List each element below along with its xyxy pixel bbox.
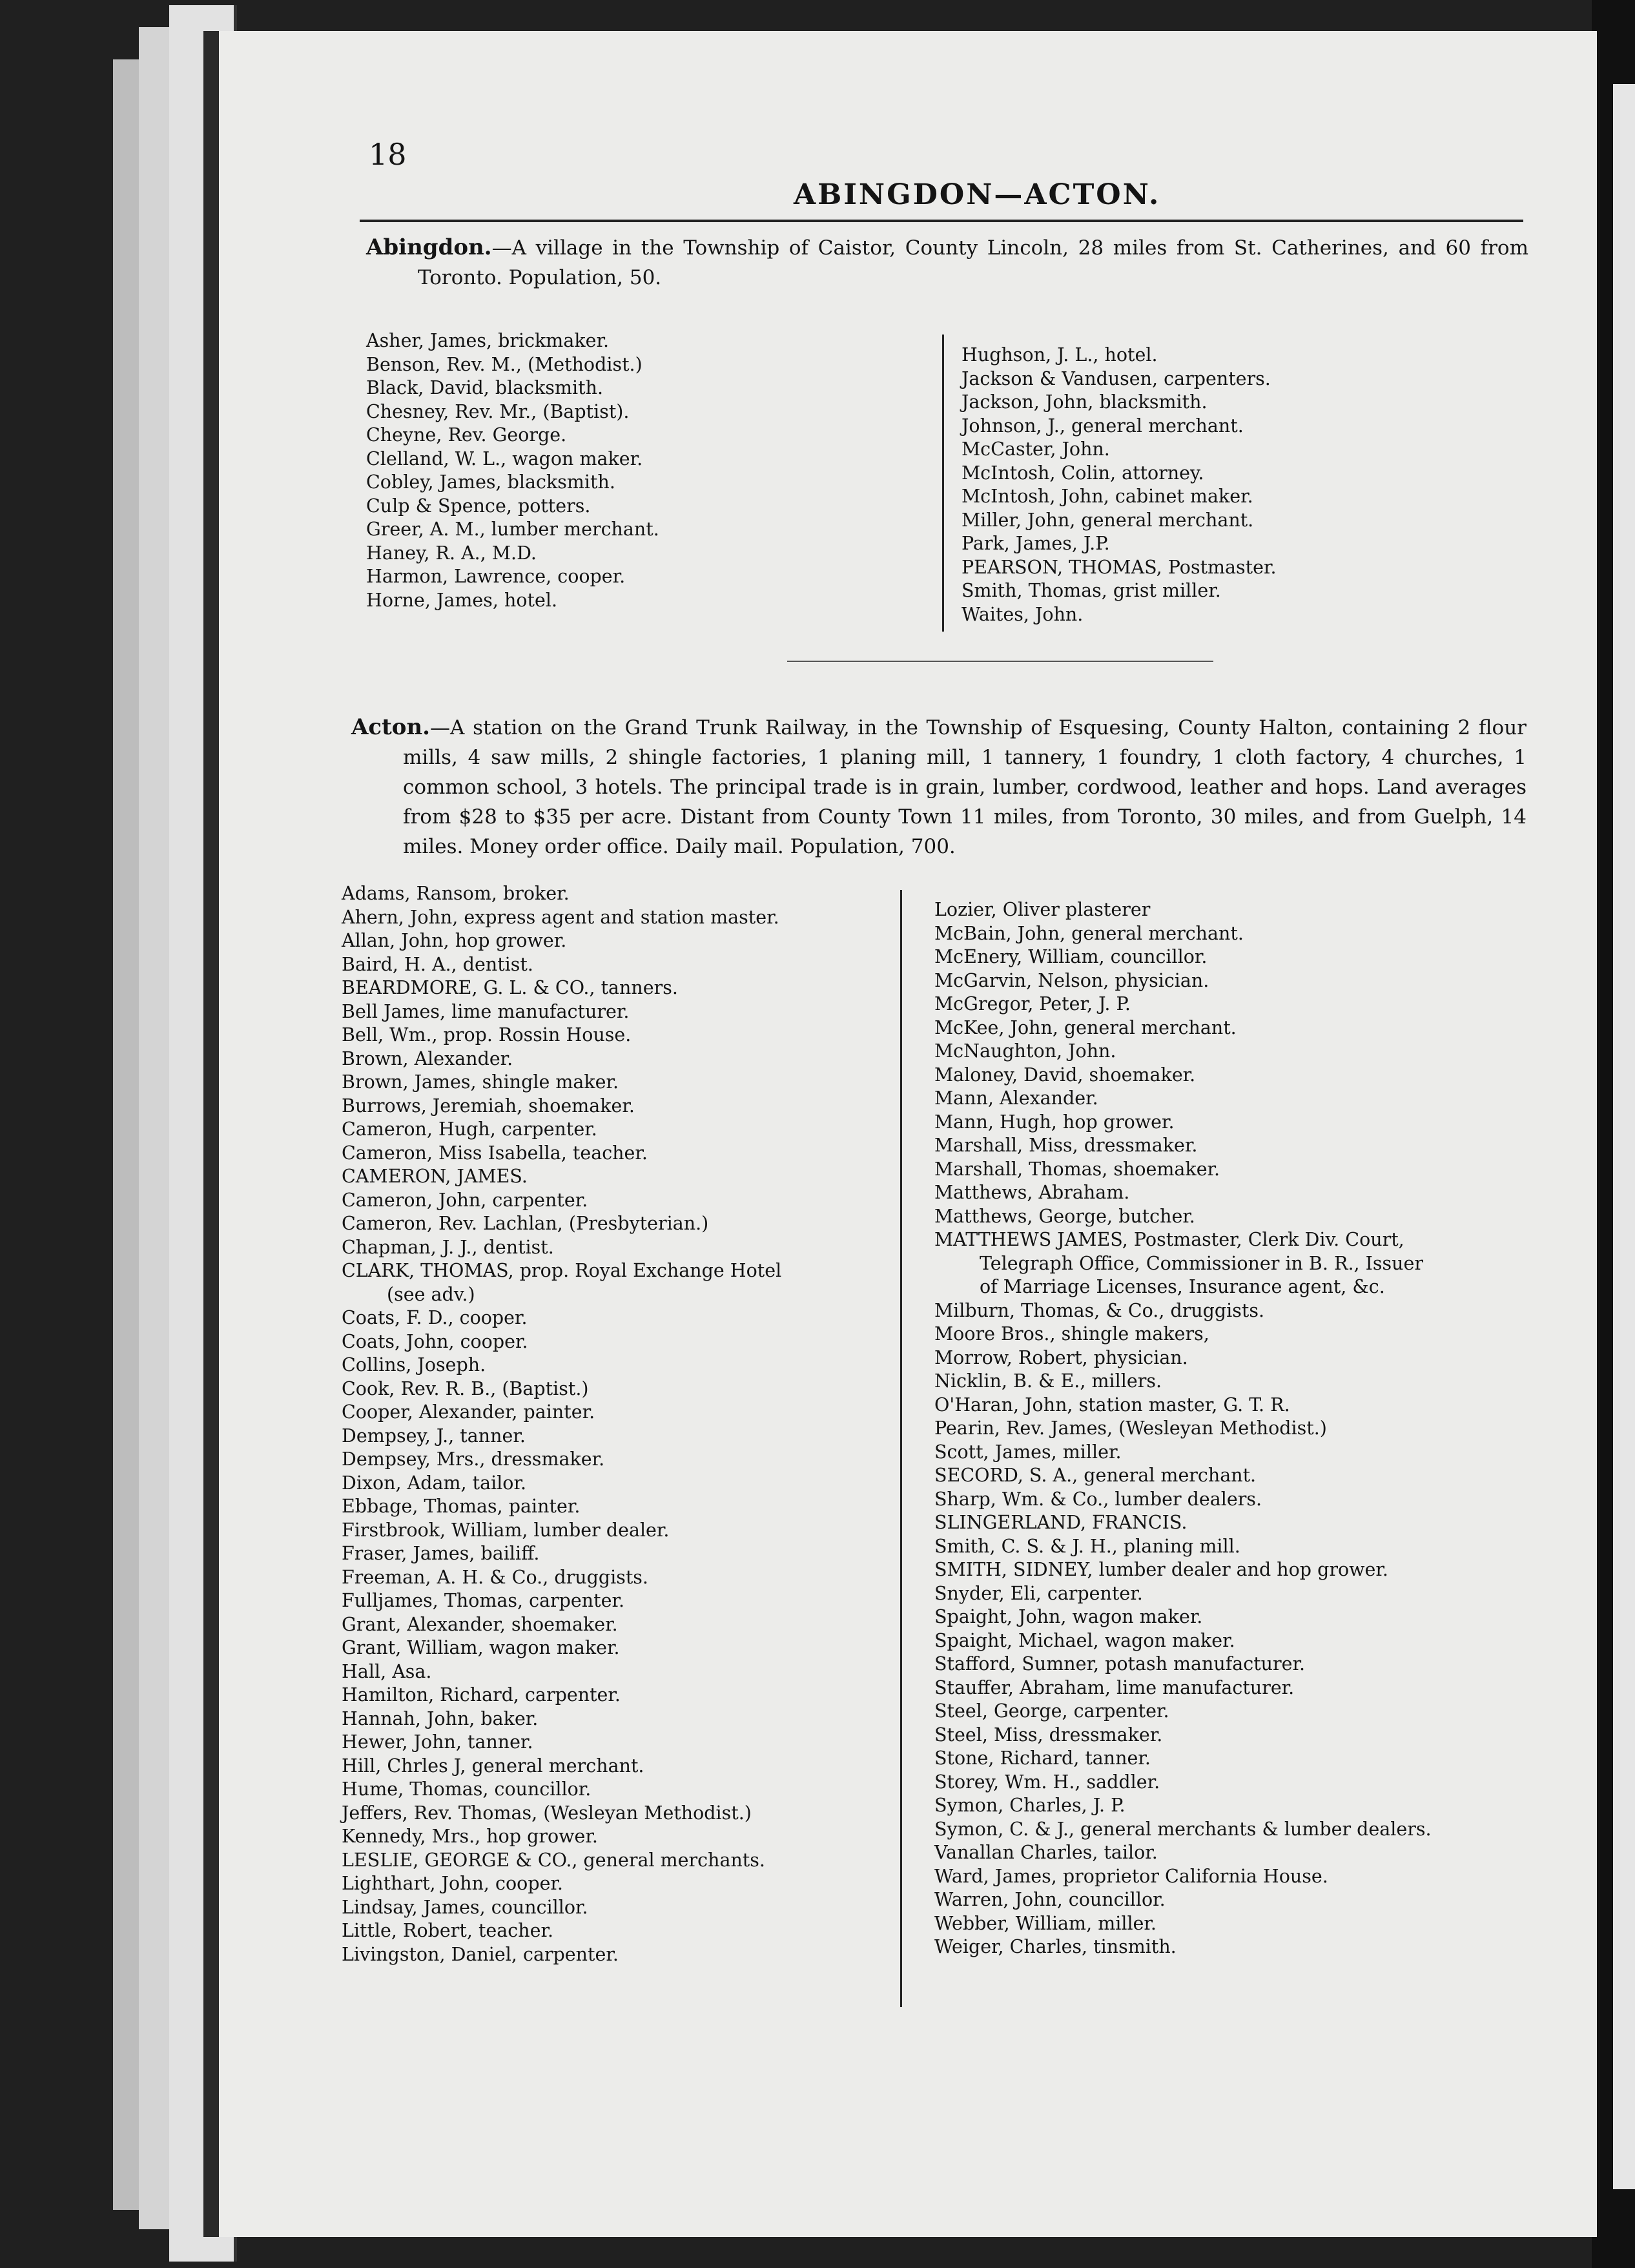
directory-entry: Allan, John, hop grower. [342,930,567,951]
header-rule [360,220,1523,222]
directory-entry: Chapman, J. J., dentist. [342,1236,554,1258]
directory-page [203,31,1597,2237]
directory-entry: Ahern, John, express agent and station master. [342,906,779,928]
directory-entry: Vanallan Charles, tailor. [934,1842,1158,1863]
directory-entry: CAMERON, JAMES. [342,1166,528,1187]
place-name: Acton. [351,714,431,740]
directory-entry: Telegraph Office, Commissioner in B. R., Issuer [980,1252,1423,1274]
directory-entry: Hall, Asa. [342,1660,432,1682]
directory-entry: Fraser, James, bailiff. [342,1543,540,1564]
directory-entry: McEnery, William, councillor. [934,946,1208,967]
directory-entry: SECORD, S. A., general merchant. [934,1465,1257,1486]
acton-right-column [934,898,1432,1959]
directory-entry: Hamilton, Richard, carpenter. [342,1684,621,1706]
directory-entry: Culp & Spence, potters. [366,495,591,517]
directory-entry: Storey, Wm. H., saddler. [934,1771,1160,1793]
place-description: —A station on the Grand Trunk Railway, in the Township of Esquesing, County Halton, containing 2 flour mills, 4 saw mills, 2 shingle factories, 1 planing mill, 1 tannery, 1 foundry, 1 cloth factory, 4 churches, 1 common school, 3 hotels. The principal trade is in grain, lumber, cordwood, leather and hops. Land averages from $28 to $35 per acre. Distant from County Town 11 miles, from Toronto, 30 miles, and from Guelph, 14 miles. Money order office. Daily mail. Population, 700. [403,716,1527,858]
directory-entry: McCaster, John. [961,438,1110,460]
directory-entry: McNaughton, John. [934,1040,1116,1062]
directory-entry: Greer, A. M., lumber merchant. [366,519,659,540]
directory-entry: Jackson & Vandusen, carpenters. [961,367,1271,389]
directory-entry: Hewer, John, tanner. [342,1731,533,1753]
directory-entry: Waites, John. [961,603,1084,625]
directory-entry: Nicklin, B. & E., millers. [934,1370,1162,1392]
directory-entry: Cheyne, Rev. George. [366,424,567,446]
directory-entry: Grant, Alexander, shoemaker. [342,1613,618,1635]
directory-entry: Mann, Hugh, hop grower. [934,1111,1175,1133]
abingdon-left-column [366,329,659,612]
directory-entry: Coats, F. D., cooper. [342,1307,528,1328]
abingdon-description [366,232,1528,293]
section-separator [787,661,1213,662]
acton-left-column [342,882,781,1966]
directory-entry: Lozier, Oliver plasterer [934,899,1151,920]
directory-entry: Scott, James, miller. [934,1441,1122,1463]
directory-entry: of Marriage Licenses, Insurance agent, &c. [980,1276,1385,1297]
directory-entry: O'Haran, John, station master, G. T. R. [934,1394,1290,1416]
directory-entry: LESLIE, GEORGE & CO., general merchants. [342,1849,765,1871]
directory-entry: Brown, James, shingle maker. [342,1071,619,1093]
directory-entry: Dempsey, J., tanner. [342,1425,526,1447]
directory-entry: Stafford, Sumner, potash manufacturer. [934,1653,1306,1675]
place-description: —A village in the Township of Caistor, County Lincoln, 28 miles from St. Catherines, and 60 from Toronto. Population, 50. [418,236,1528,289]
directory-entry: Collins, Joseph. [342,1354,486,1376]
directory-entry: Little, Robert, teacher. [342,1920,554,1941]
place-name: Abingdon. [366,234,492,260]
directory-entry: Bell James, lime manufacturer. [342,1000,630,1022]
directory-entry: Morrow, Robert, physician. [934,1346,1188,1368]
directory-entry: Pearin, Rev. James, (Wesleyan Methodist.) [934,1418,1327,1439]
directory-entry: Asher, James, brickmaker. [366,330,610,351]
directory-entry: Dixon, Adam, tailor. [342,1472,527,1494]
directory-entry: Cameron, John, carpenter. [342,1189,588,1211]
directory-entry: Weiger, Charles, tinsmith. [934,1936,1177,1957]
directory-entry: Brown, Alexander. [342,1047,513,1069]
directory-entry: Milburn, Thomas, & Co., druggists. [934,1299,1265,1321]
directory-entry: Clelland, W. L., wagon maker. [366,448,643,469]
directory-entry: Jackson, John, blacksmith. [961,391,1208,413]
directory-entry: Harmon, Lawrence, cooper. [366,566,626,587]
directory-entry: Hill, Chrles J, general merchant. [342,1755,644,1777]
directory-entry: SLINGERLAND, FRANCIS. [934,1512,1188,1533]
directory-entry: Matthews, George, butcher. [934,1205,1195,1227]
directory-entry: Lindsay, James, councillor. [342,1896,588,1918]
directory-entry: Ebbage, Thomas, painter. [342,1496,581,1517]
directory-entry: Hume, Thomas, councillor. [342,1778,591,1800]
directory-entry: (see adv.) [387,1283,475,1305]
directory-entry: Jeffers, Rev. Thomas, (Wesleyan Methodist.) [342,1802,752,1824]
directory-entry: Steel, Miss, dressmaker. [934,1724,1163,1746]
directory-entry: Smith, Thomas, grist miller. [961,580,1221,601]
directory-entry: Maloney, David, shoemaker. [934,1064,1196,1086]
directory-entry: Cook, Rev. R. B., (Baptist.) [342,1377,589,1399]
directory-entry: Hannah, John, baker. [342,1707,539,1729]
page-number: 18 [369,137,407,172]
directory-entry: Cameron, Rev. Lachlan, (Presbyterian.) [342,1213,709,1234]
directory-entry: Stauffer, Abraham, lime manufacturer. [934,1676,1295,1698]
directory-entry: Lighthart, John, cooper. [342,1873,563,1894]
directory-entry: Grant, William, wagon maker. [342,1637,620,1658]
directory-entry: Miller, John, general merchant. [961,509,1254,531]
directory-entry: PEARSON, THOMAS, Postmaster. [961,556,1277,578]
abingdon-paragraph [366,232,1528,293]
directory-entry: Marshall, Miss, dressmaker. [934,1135,1198,1156]
directory-entry: Steel, George, carpenter. [934,1700,1169,1722]
directory-entry: McIntosh, John, cabinet maker. [961,486,1253,507]
directory-entry: Spaight, John, wagon maker. [934,1606,1203,1627]
directory-entry: Snyder, Eli, carpenter. [934,1582,1143,1604]
directory-entry: Coats, John, cooper. [342,1330,528,1352]
directory-entry: Chesney, Rev. Mr., (Baptist). [366,400,630,422]
directory-entry: BEARDMORE, G. L. & CO., tanners. [342,977,678,998]
directory-entry: Ward, James, proprietor California House. [934,1865,1328,1887]
directory-entry: Bell, Wm., prop. Rossin House. [342,1024,632,1046]
directory-entry: Cooper, Alexander, painter. [342,1401,595,1423]
directory-entry: Black, David, blacksmith. [366,377,604,398]
directory-entry: Dempsey, Mrs., dressmaker. [342,1448,605,1470]
directory-entry: McKee, John, general merchant. [934,1016,1237,1038]
directory-entry: Cameron, Hugh, carpenter. [342,1119,597,1140]
directory-entry: McGregor, Peter, J. P. [934,993,1131,1015]
directory-entry: Horne, James, hotel. [366,589,558,611]
directory-entry: Park, James, J.P. [961,533,1110,554]
directory-entry: Warren, John, councillor. [934,1889,1166,1910]
column-rule [900,890,902,2007]
directory-entry: Symon, Charles, J. P. [934,1795,1126,1816]
directory-entry: Burrows, Jeremiah, shoemaker. [342,1095,635,1117]
directory-entry: Spaight, Michael, wagon maker. [934,1629,1235,1651]
directory-entry: Haney, R. A., M.D. [366,542,537,564]
directory-entry: Johnson, J., general merchant. [961,415,1244,437]
abingdon-right-column [961,344,1277,626]
directory-entry: Moore Bros., shingle makers, [934,1323,1209,1345]
directory-entry: Symon, C. & J., general merchants & lumber dealers. [934,1818,1432,1840]
acton-description [351,712,1527,861]
directory-entry: Webber, William, miller. [934,1912,1157,1934]
directory-entry: Kennedy, Mrs., hop grower. [342,1826,598,1847]
directory-entry: Fulljames, Thomas, carpenter. [342,1590,625,1611]
directory-entry: Baird, H. A., dentist. [342,953,533,975]
facing-page-edge [1613,84,1635,2189]
directory-entry: Stone, Richard, tanner. [934,1747,1151,1769]
directory-entry: McGarvin, Nelson, physician. [934,969,1209,991]
directory-entry: Firstbrook, William, lumber dealer. [342,1519,670,1541]
directory-entry: Matthews, Abraham. [934,1182,1130,1203]
directory-entry: Freeman, A. H. & Co., druggists. [342,1566,648,1588]
directory-entry: Sharp, Wm. & Co., lumber dealers. [934,1488,1262,1510]
directory-entry: Adams, Ransom, broker. [342,883,570,904]
directory-entry: McBain, John, general merchant. [934,922,1244,944]
directory-entry: Smith, C. S. & J. H., planing mill. [934,1535,1240,1557]
directory-entry: MATTHEWS JAMES, Postmaster, Clerk Div. Court, [934,1229,1404,1250]
directory-entry: Livingston, Daniel, carpenter. [342,1943,619,1965]
directory-entry: Cobley, James, blacksmith. [366,471,615,493]
directory-entry: SMITH, SIDNEY, lumber dealer and hop grower. [934,1559,1388,1580]
directory-entry: Hughson, J. L., hotel. [961,344,1158,366]
directory-entry: McIntosh, Colin, attorney. [961,462,1204,484]
directory-entry: Cameron, Miss Isabella, teacher. [342,1142,648,1164]
directory-entry: Benson, Rev. M., (Methodist.) [366,353,643,375]
directory-entry: Marshall, Thomas, shoemaker. [934,1158,1220,1180]
column-rule [942,335,944,632]
running-head: ABINGDON—ACTON. [794,178,1161,211]
directory-entry: Mann, Alexander. [934,1088,1098,1109]
acton-paragraph [351,712,1527,861]
directory-entry: CLARK, THOMAS, prop. Royal Exchange Hotel [342,1260,782,1281]
